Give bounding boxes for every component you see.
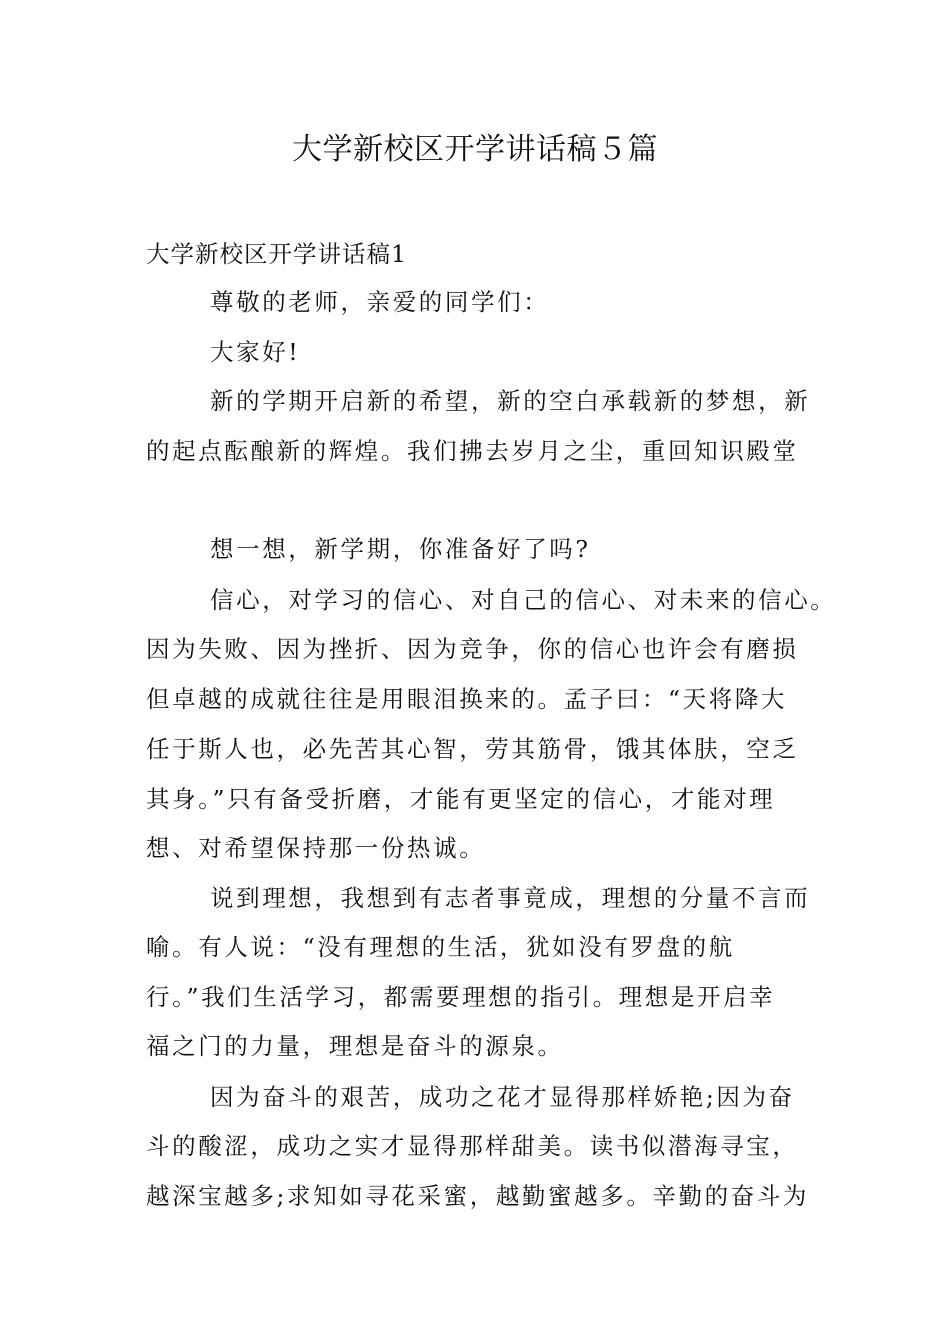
greeting-line: 尊敬的老师，亲爱的同学们： xyxy=(210,288,550,316)
paragraph-line: 但卓越的成就往往是用眼泪换来的。孟子曰：“天将降大 xyxy=(146,685,788,713)
paragraph-line: 因为奋斗的艰苦，成功之花才显得那样娇艳;因为奋 xyxy=(210,1083,795,1111)
paragraph-line: 喻。有人说：“没有理想的生活，犹如没有罗盘的航 xyxy=(146,933,735,961)
paragraph-line: 任于斯人也，必先苦其心智，劳其筋骨，饿其体肤，空乏 xyxy=(146,735,799,763)
paragraph-line: 其身。”只有备受折磨，才能有更坚定的信心，才能对理 xyxy=(146,785,776,813)
section-heading: 大学新校区开学讲话稿1 xyxy=(146,240,407,268)
paragraph-line: 信心，对学习的信心、对自己的信心、对未来的信心。 xyxy=(210,586,837,614)
paragraph-line: 斗的酸涩，成功之实才显得那样甜美。读书似潜海寻宝， xyxy=(146,1132,799,1160)
paragraph-line: 福之门的力量，理想是奋斗的源泉。 xyxy=(146,1032,564,1060)
paragraph-line: 的起点酝酿新的辉煌。我们拂去岁月之尘，重回知识殿堂 xyxy=(146,437,799,465)
paragraph-line: 新的学期开启新的希望，新的空白承载新的梦想，新 xyxy=(210,387,811,415)
paragraph-line: 因为失败、因为挫折、因为竞争，你的信心也许会有磨损 xyxy=(146,635,799,663)
document-title: 大学新校区开学讲话稿５篇 xyxy=(292,132,658,167)
paragraph-line: 越深宝越多;求知如寻花采蜜，越勤蜜越多。辛勤的奋斗为 xyxy=(146,1182,810,1210)
paragraph-line: 行。”我们生活学习，都需要理想的指引。理想是开启幸 xyxy=(146,983,776,1011)
paragraph-line: 想、对希望保持那一份热诚。 xyxy=(146,834,486,862)
greeting-hello: 大家好! xyxy=(210,338,301,366)
paragraph-line: 说到理想，我想到有志者事竟成，理想的分量不言而 xyxy=(210,884,811,912)
paragraph-line: 想一想，新学期，你准备好了吗? xyxy=(210,535,591,563)
